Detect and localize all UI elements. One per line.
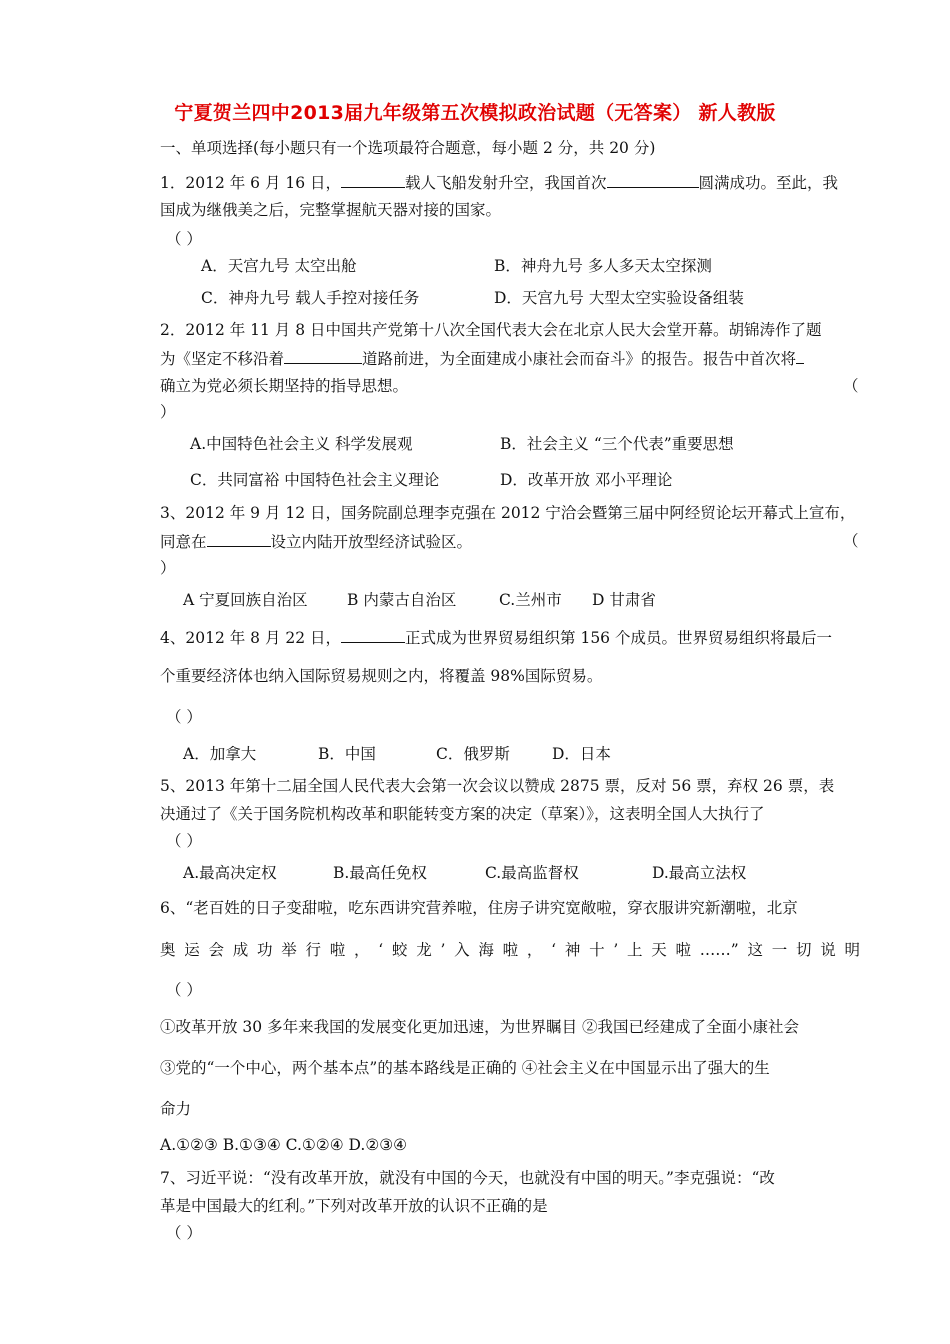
question-4-line-1: 4、2012 年 8 月 22 日， 正式成为世界贸易组织第 156 个成员。世界贸易组织将最后一: [160, 629, 832, 647]
answer-blank: [796, 348, 804, 364]
option-a: A 宁夏回族自治区: [183, 591, 308, 609]
answer-paren-open: （: [843, 377, 859, 395]
question-4-line-2: 个重要经济体也纳入国际贸易规则之内，将覆盖 98%国际贸易。: [160, 667, 603, 685]
statement-4-cont: 命力: [160, 1100, 192, 1118]
option-a: A．加拿大: [183, 745, 257, 763]
question-2-line-2: 为《坚定不移沿着 道路前进，为全面建成小康社会而奋斗》的报告。报告中首次将: [160, 348, 804, 369]
option-c: C．神舟九号 载人手控对接任务: [201, 289, 420, 307]
option-c: C.最高监督权: [485, 864, 579, 882]
option-b: B．社会主义 “三个代表”重要思想: [500, 435, 734, 453]
answer-blank: [607, 172, 699, 188]
answer-paren-open: （: [843, 532, 859, 550]
answer-paren: （ ）: [166, 708, 202, 726]
option-b: B．中国: [318, 745, 376, 763]
option-c: C．共同富裕 中国特色社会主义理论: [190, 471, 440, 489]
option-d: D．改革开放 邓小平理论: [500, 471, 673, 489]
answer-paren-close: ）: [160, 559, 176, 577]
option-a: A．天宫九号 太空出舱: [201, 257, 357, 275]
answer-paren: （ ）: [166, 230, 202, 248]
option-c: C.兰州市: [499, 591, 562, 609]
answer-blank: [207, 531, 271, 547]
statement-3-4: ③党的“一个中心，两个基本点”的基本路线是正确的 ④社会主义在中国显示出了强大的生: [160, 1059, 770, 1077]
question-5-line-2: 决通过了《关于国务院机构改革和职能转变方案的决定（草案）》，这表明全国人大执行了: [160, 805, 765, 823]
answer-blank: [341, 172, 405, 188]
option-a: A.中国特色社会主义 科学发展观: [190, 435, 413, 453]
option-d: D．日本: [552, 745, 611, 763]
statement-1-2: ①改革开放 30 多年来我国的发展变化更加迅速，为世界瞩目 ②我国已经建成了全面小康社会: [160, 1018, 800, 1036]
question-3-line-2: 同意在 设立内陆开放型经济试验区。: [160, 533, 473, 551]
question-7-line-2: 革是中国最大的红利。”下列对改革开放的认识不正确的是: [160, 1197, 548, 1215]
answer-blank: [341, 627, 405, 643]
answer-paren: （ ）: [166, 1224, 202, 1242]
question-2-line-1: 2．2012 年 11 月 8 日中国共产党第十八次全国代表大会在北京人民大会堂开幕。胡锦涛作了题: [160, 321, 822, 339]
question-3-line-1: 3、2012 年 9 月 12 日，国务院副总理李克强在 2012 宁洽会暨第三届中阿经贸论坛开幕式上宣布，: [160, 504, 856, 522]
question-7-line-1: 7、习近平说：“没有改革开放，就没有中国的今天，也就没有中国的明天。”李克强说：“改: [160, 1169, 775, 1187]
answer-blank: [284, 348, 362, 364]
option-b: B．神舟九号 多人多天太空探测: [494, 257, 712, 275]
option-c: C．俄罗斯: [436, 745, 510, 763]
option-b: B 内蒙古自治区: [347, 591, 457, 609]
question-6-line-1: 6、“老百姓的日子变甜啦，吃东西讲究营养啦，住房子讲究宽敞啦，穿衣服讲究新潮啦，北京: [160, 899, 798, 917]
option-d: D.最高立法权: [652, 864, 747, 882]
answer-paren: （ ）: [166, 832, 202, 850]
question-1-line-1: 1．2012 年 6 月 16 日， 载人飞船发射升空，我国首次 圆满成功。至此，我: [160, 174, 839, 192]
question-6-line-2: 奥运会成功举行啦，‘蛟龙’入海啦，‘神十’上天啦……”这一切说明: [160, 941, 860, 959]
option-b: B.最高任免权: [333, 864, 427, 882]
page-title: 宁夏贺兰四中2013届九年级第五次模拟政治试题（无答案） 新人教版: [174, 102, 776, 124]
option-d: D 甘肃省: [592, 591, 656, 609]
question-5-line-1: 5、2013 年第十二届全国人民代表大会第一次会议以赞成 2875 票，反对 56 票，弃权 26 票，表: [160, 777, 835, 795]
question-2-line-3: 确立为党必须长期坚持的指导思想。: [160, 377, 409, 395]
question-6-options: A.①②③ B.①③④ C.①②④ D.②③④: [160, 1136, 408, 1154]
question-1-line-2: 国成为继俄美之后，完整掌握航天器对接的国家。: [160, 201, 502, 219]
section-heading: 一、单项选择(每小题只有一个选项最符合题意，每小题 2 分，共 20 分): [160, 139, 656, 157]
answer-paren-close: ）: [160, 403, 176, 421]
option-d: D．天宫九号 大型太空实验设备组装: [494, 289, 744, 307]
answer-paren: （ ）: [166, 981, 202, 999]
option-a: A.最高决定权: [183, 864, 277, 882]
